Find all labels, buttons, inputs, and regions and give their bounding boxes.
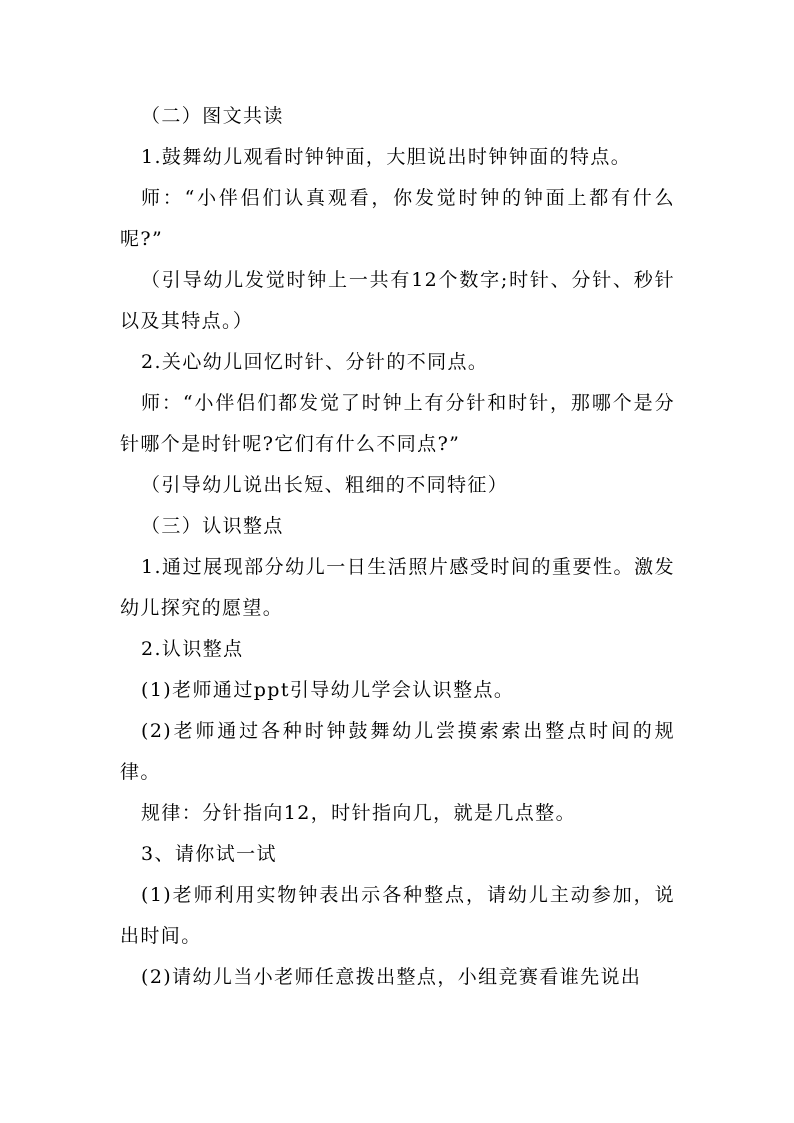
paragraph-sub-step-3: (1)老师利用实物钟表出示各种整点，请幼儿主动参加，说出时间。 (120, 884, 675, 947)
paragraph-sub-step-4: (2)请幼儿当小老师任意拨出整点，小组竞赛看谁先说出 (141, 966, 642, 988)
section-heading-whole-hours: （三）认识整点 (141, 515, 284, 537)
paragraph-sub-step-1: (1)老师通过ppt引导幼儿学会认识整点。 (141, 679, 515, 701)
paragraph-rule: 规律：分针指向12，时针指向几，就是几点整。 (141, 802, 576, 824)
section-heading-picture-reading: （二）图文共读 (141, 105, 284, 127)
paragraph-try-it: 3、请你试一试 (141, 843, 277, 865)
paragraph-teacher-question-1: 师：“小伴侣们认真观看，你发觉时钟的钟面上都有什么呢?” (120, 187, 675, 250)
paragraph-step-4: 2.认识整点 (141, 638, 244, 660)
paragraph-step-1: 1.鼓舞幼儿观看时钟钟面，大胆说出时钟钟面的特点。 (141, 146, 632, 168)
paragraph-teacher-question-2: 师：“小伴侣们都发觉了时钟上有分针和时针，那哪个是分针哪个是时针呢?它们有什么不同点?” (120, 392, 675, 455)
document-body (120, 96, 675, 998)
paragraph-step-2: 2.关心幼儿回忆时针、分针的不同点。 (141, 351, 489, 373)
paragraph-step-3: 1.通过展现部分幼儿一日生活照片感受时间的重要性。激发幼儿探究的愿望。 (120, 556, 675, 619)
paragraph-guide-note-1: （引导幼儿发觉时钟上一共有12个数字;时针、分针、秒针以及其特点。） (120, 269, 675, 332)
paragraph-sub-step-2: (2)老师通过各种时钟鼓舞幼儿尝摸索索出整点时间的规律。 (120, 720, 675, 783)
paragraph-guide-note-2: （引导幼儿说出长短、粗细的不同特征） (141, 474, 509, 496)
